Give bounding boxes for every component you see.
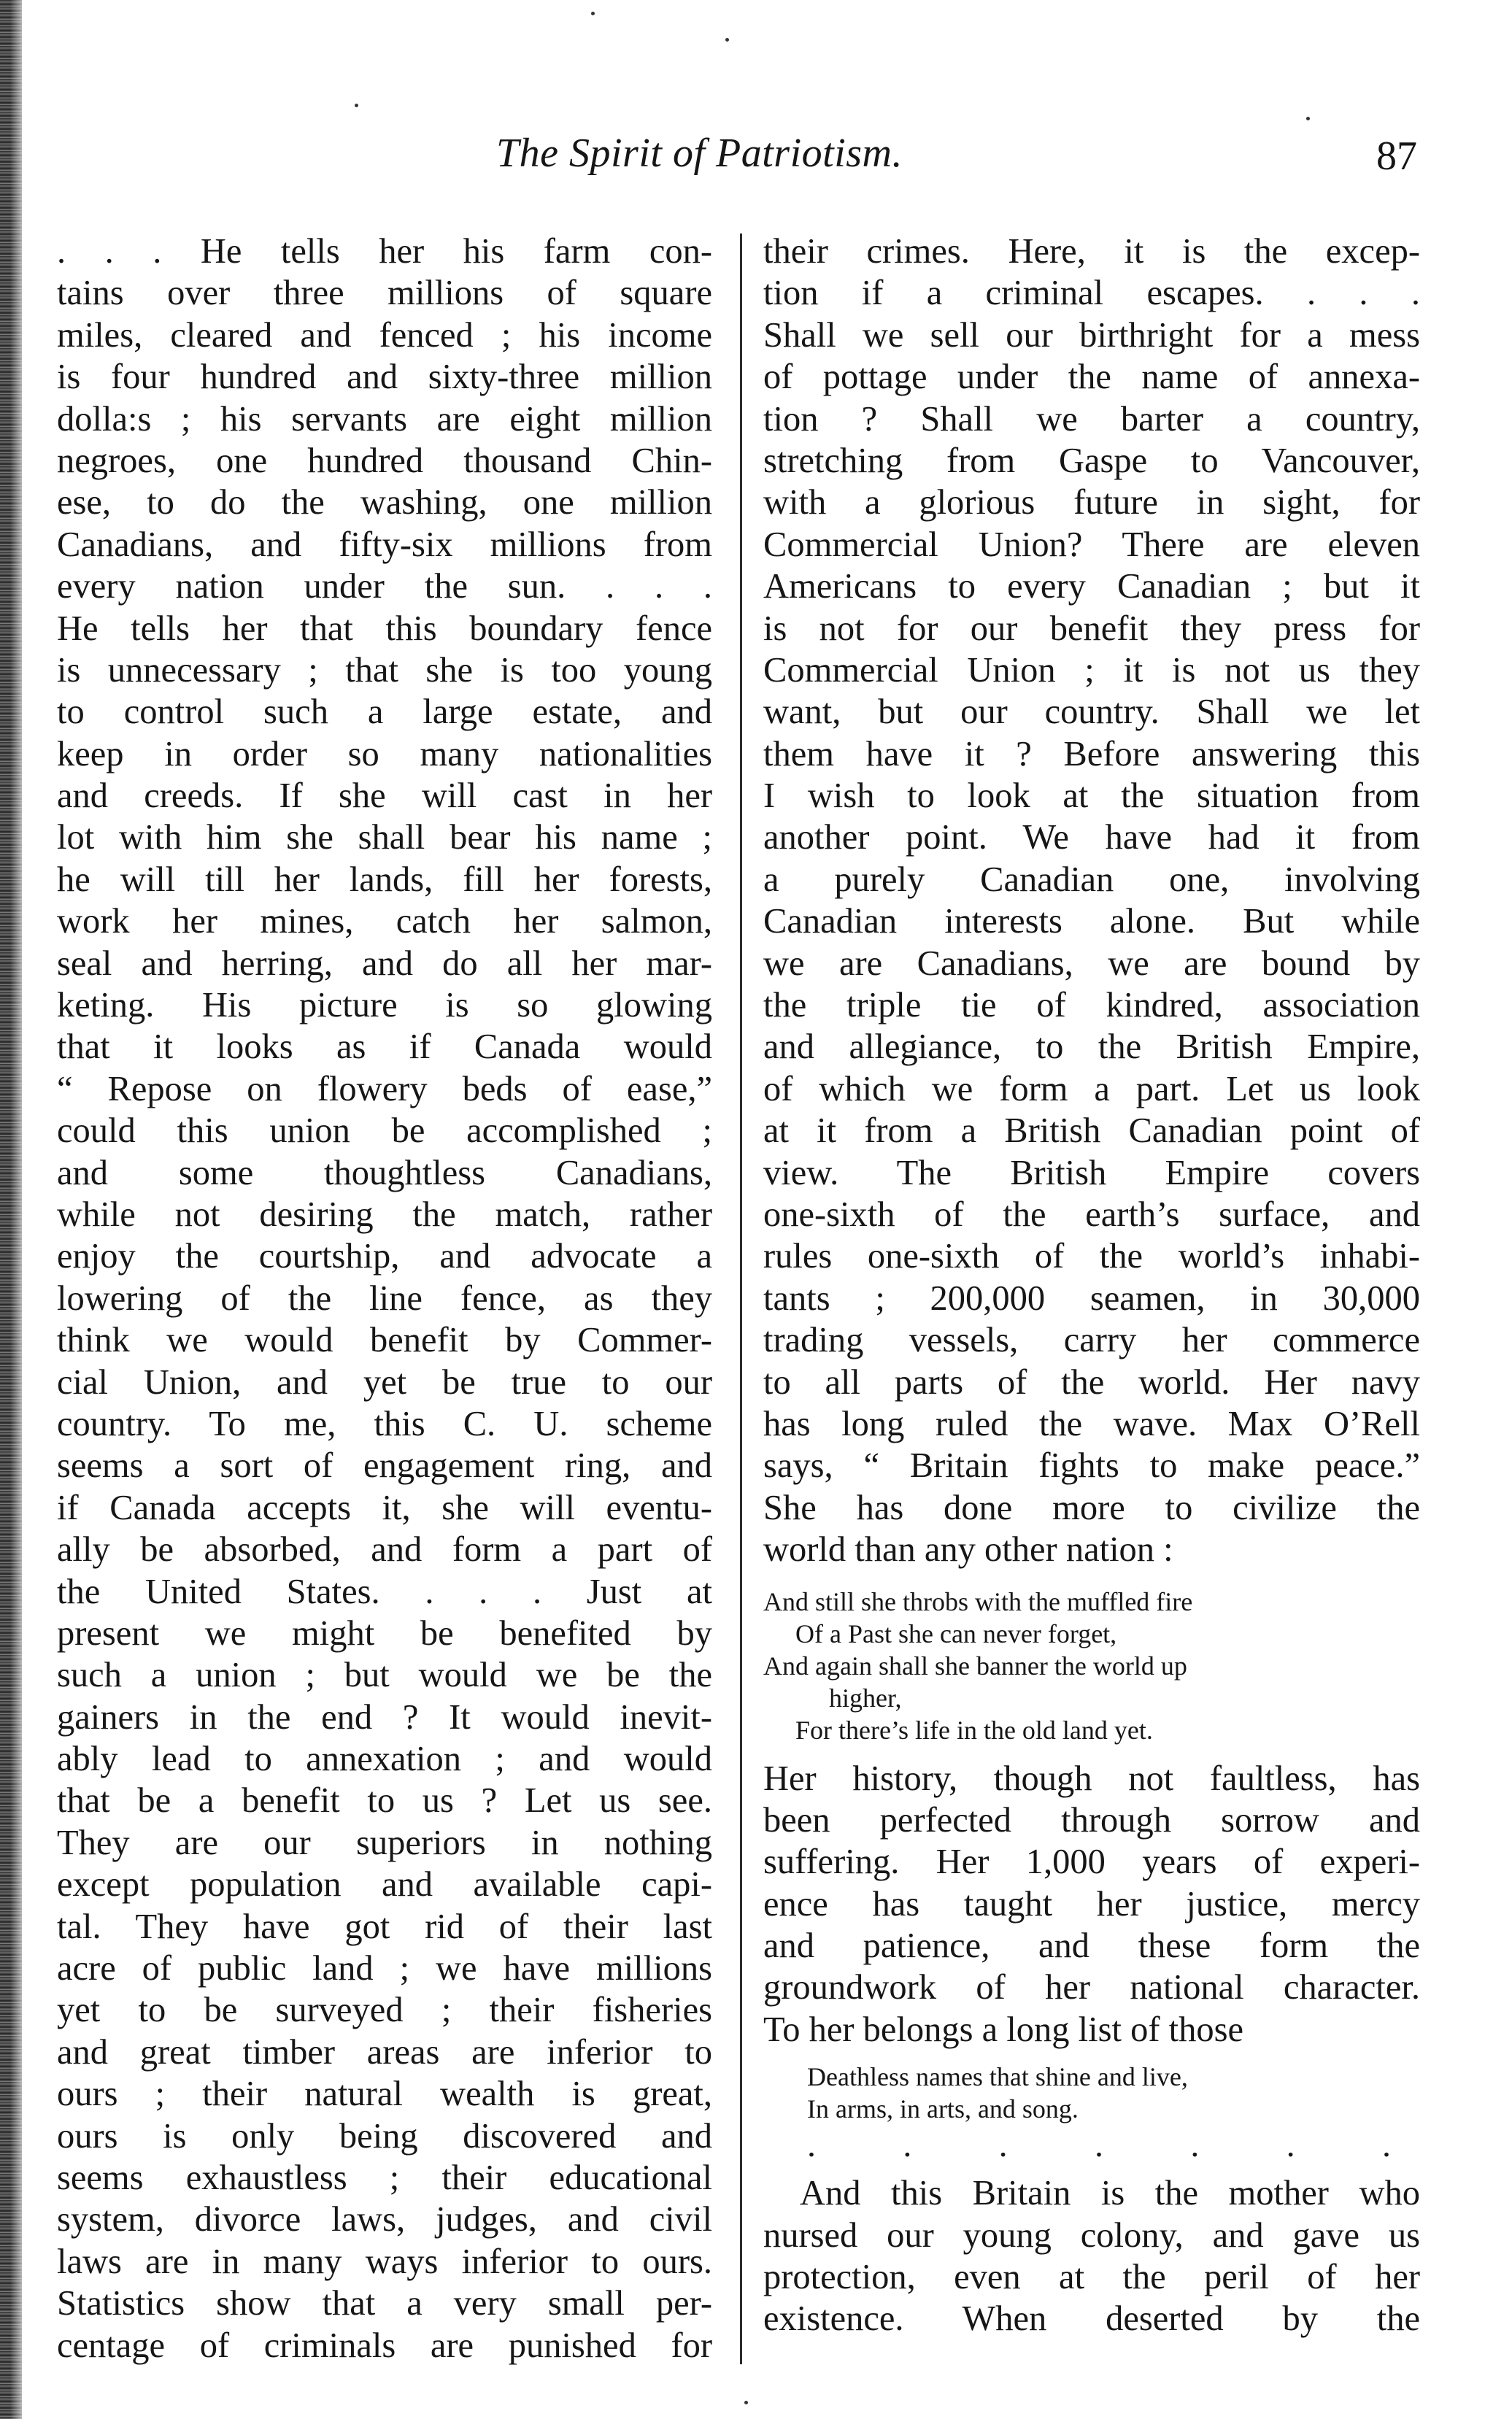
text-line: suffering. Her 1,000 years of experi-: [763, 1843, 1420, 1882]
text-line: that be a benefit to us ? Let us see.: [57, 1781, 712, 1821]
text-line: system, divorce laws, judges, and civil: [57, 2200, 712, 2239]
text-line: tal. They have got rid of their last: [57, 1907, 712, 1946]
text-line: and allegiance, to the British Empire,: [763, 1027, 1420, 1067]
text-line: work her mines, catch her salmon,: [57, 902, 712, 941]
running-title: The Spirit of Patriotism.: [496, 131, 903, 176]
text-line: ably lead to annexation ; and would: [57, 1740, 712, 1779]
text-line: to control such a large estate, and: [57, 692, 712, 732]
text-line: been perfected through sorrow and: [763, 1800, 1420, 1840]
text-line: of pottage under the name of annexa-: [763, 358, 1420, 397]
text-line: yet to be surveyed ; their fisheries: [57, 1991, 712, 2030]
text-line: except population and available capi-: [57, 1865, 712, 1905]
left-column: [57, 231, 712, 2366]
text-line: miles, cleared and fenced ; his income: [57, 315, 712, 355]
verse-line: higher,: [829, 1683, 902, 1713]
right-column: [763, 231, 1420, 2340]
page-binding-edge: [0, 0, 22, 2419]
verse-quote-2: [763, 2061, 1420, 2125]
text-line: of which we form a part. Let us look: [763, 1069, 1420, 1108]
text-line: ese, to do the washing, one million: [57, 483, 712, 522]
text-line: think we would benefit by Commer-: [57, 1321, 712, 1360]
ellipsis-dot: .: [1381, 2126, 1391, 2165]
text-line: Americans to every Canadian ; but it: [763, 567, 1420, 606]
text-line: we are Canadians, we are bound by: [763, 944, 1420, 983]
text-line: ours ; their natural wealth is great,: [57, 2075, 712, 2114]
text-line: seems a sort of engagement ring, and: [57, 1446, 712, 1486]
text-line: want, but our country. Shall we let: [763, 692, 1420, 732]
text-line: to all parts of the world. Her navy: [763, 1362, 1420, 1402]
text-line: trading vessels, carry her commerce: [763, 1321, 1420, 1360]
text-line: such a union ; but would we be the: [57, 1656, 712, 1695]
text-line: one-sixth of the earth’s surface, and: [763, 1195, 1420, 1234]
text-line: is four hundred and sixty-three million: [57, 358, 712, 397]
text-line: She has done more to civilize the: [763, 1488, 1420, 1527]
text-line: every nation under the sun. . . .: [57, 567, 712, 606]
text-line: Her history, though not faultless, has: [763, 1759, 1420, 1798]
verse-line: And still she throbs with the muffled fire: [763, 1586, 1193, 1616]
text-line: the United States. . . . Just at: [57, 1572, 712, 1611]
text-line: their crimes. Here, it is the excep-: [763, 232, 1420, 271]
text-line: Commercial Union? There are eleven: [763, 525, 1420, 564]
text-line: dolla:s ; his servants are eight million: [57, 399, 712, 439]
ellipsis-dot: .: [998, 2126, 1008, 2165]
text-line: he will till her lands, fill her forests,: [57, 860, 712, 899]
text-line: has long ruled the wave. Max O’Rell: [763, 1404, 1420, 1443]
verse-line: Deathless names that shine and live,: [807, 2062, 1188, 2092]
text-line: is not for our benefit they press for: [763, 609, 1420, 648]
text-line: and patience, and these form the: [763, 1926, 1420, 1966]
text-line: Shall we sell our birthright for a mess: [763, 315, 1420, 355]
text-line: at it from a British Canadian point of: [763, 1111, 1420, 1151]
ellipsis-dot: .: [1094, 2126, 1103, 2165]
text-line: existence. When deserted by the: [763, 2299, 1420, 2339]
text-line: To her belongs a long list of those: [763, 2010, 1243, 2049]
text-line: rules one-sixth of the world’s inhabi-: [763, 1237, 1420, 1276]
text-line: that it looks as if Canada would: [57, 1027, 712, 1067]
verse-line: And again shall she banner the world up: [763, 1651, 1187, 1681]
text-line: and great timber areas are inferior to: [57, 2032, 712, 2072]
text-line: protection, even at the peril of her: [763, 2258, 1420, 2297]
text-line: laws are in many ways inferior to ours.: [57, 2242, 712, 2281]
text-line: Commercial Union ; it is not us they: [763, 650, 1420, 690]
text-line: I wish to look at the situation from: [763, 776, 1420, 816]
text-line: ours is only being discovered and: [57, 2116, 712, 2156]
column-divider: [740, 234, 742, 2364]
text-line: tion if a criminal escapes. . . .: [763, 274, 1420, 313]
text-line: seems exhaustless ; their educational: [57, 2158, 712, 2197]
text-line: says, “ Britain fights to make peace.”: [763, 1446, 1420, 1486]
page-number: 87: [1376, 134, 1417, 179]
text-line: ally be absorbed, and form a part of: [57, 1530, 712, 1570]
text-line: another point. We have had it from: [763, 818, 1420, 857]
verse-line: For there’s life in the old land yet.: [795, 1715, 1153, 1745]
text-line: view. The British Empire covers: [763, 1153, 1420, 1192]
text-line: stretching from Gaspe to Vancouver,: [763, 441, 1420, 480]
verse-quote-1: [763, 1586, 1420, 1746]
text-line: groundwork of her national character.: [763, 1968, 1420, 2007]
text-line: cial Union, and yet be true to our: [57, 1362, 712, 1402]
text-line: keep in order so many nationalities: [57, 734, 712, 773]
ellipsis-dot: .: [903, 2126, 912, 2165]
running-header: [0, 130, 1512, 188]
text-line: He tells her that this boundary fence: [57, 609, 712, 648]
text-line: Canadians, and fifty-six millions from: [57, 525, 712, 564]
text-line: is unnecessary ; that she is too young: [57, 650, 712, 690]
text-line: ence has taught her justice, mercy: [763, 1884, 1420, 1924]
text-line: centage of criminals are punished for: [57, 2326, 712, 2365]
text-line: country. To me, this C. U. scheme: [57, 1404, 712, 1443]
ellipsis-dot: .: [1190, 2126, 1200, 2165]
text-line: tants ; 200,000 seamen, in 30,000: [763, 1278, 1420, 1318]
text-line: lowering of the line fence, as they: [57, 1278, 712, 1318]
text-line: if Canada accepts it, she will eventu-: [57, 1488, 712, 1527]
text-line: them have it ? Before answering this: [763, 734, 1420, 773]
text-line: “ Repose on flowery beds of ease,”: [57, 1069, 712, 1108]
text-line: with a glorious future in sight, for: [763, 483, 1420, 522]
text-line: and creeds. If she will cast in her: [57, 776, 712, 816]
text-line: gainers in the end ? It would inevit-: [57, 1697, 712, 1737]
text-line: enjoy the courtship, and advocate a: [57, 1237, 712, 1276]
text-line: tains over three millions of square: [57, 274, 712, 313]
text-line: seal and herring, and do all her mar-: [57, 944, 712, 983]
text-line: nursed our young colony, and gave us: [763, 2215, 1420, 2255]
text-line: They are our superiors in nothing: [57, 1823, 712, 1862]
text-line: keting. His picture is so glowing: [57, 986, 712, 1025]
text-line: Canadian interests alone. But while: [763, 902, 1420, 941]
text-line: negroes, one hundred thousand Chin-: [57, 441, 712, 480]
text-line: while not desiring the match, rather: [57, 1195, 712, 1234]
text-line: world than any other nation :: [763, 1530, 1173, 1570]
text-line: could this union be accomplished ;: [57, 1111, 712, 1151]
text-line: a purely Canadian one, involving: [763, 860, 1420, 899]
text-line: and some thoughtless Canadians,: [57, 1153, 712, 1192]
ellipsis-row: [763, 2126, 1420, 2172]
ellipsis-dot: .: [1286, 2126, 1295, 2165]
text-line: lot with him she shall bear his name ;: [57, 818, 712, 857]
text-line: present we might be benefited by: [57, 1613, 712, 1653]
text-line: the triple tie of kindred, association: [763, 986, 1420, 1025]
text-line: acre of public land ; we have millions: [57, 1949, 712, 1988]
verse-line: In arms, in arts, and song.: [807, 2094, 1079, 2124]
text-line: . . . He tells her his farm con-: [57, 232, 712, 271]
text-line: tion ? Shall we barter a country,: [763, 399, 1420, 439]
text-line: And this Britain is the mother who: [800, 2174, 1420, 2213]
text-line: Statistics show that a very small per-: [57, 2284, 712, 2323]
verse-line: Of a Past she can never forget,: [795, 1619, 1117, 1648]
ellipsis-dot: .: [807, 2126, 816, 2165]
